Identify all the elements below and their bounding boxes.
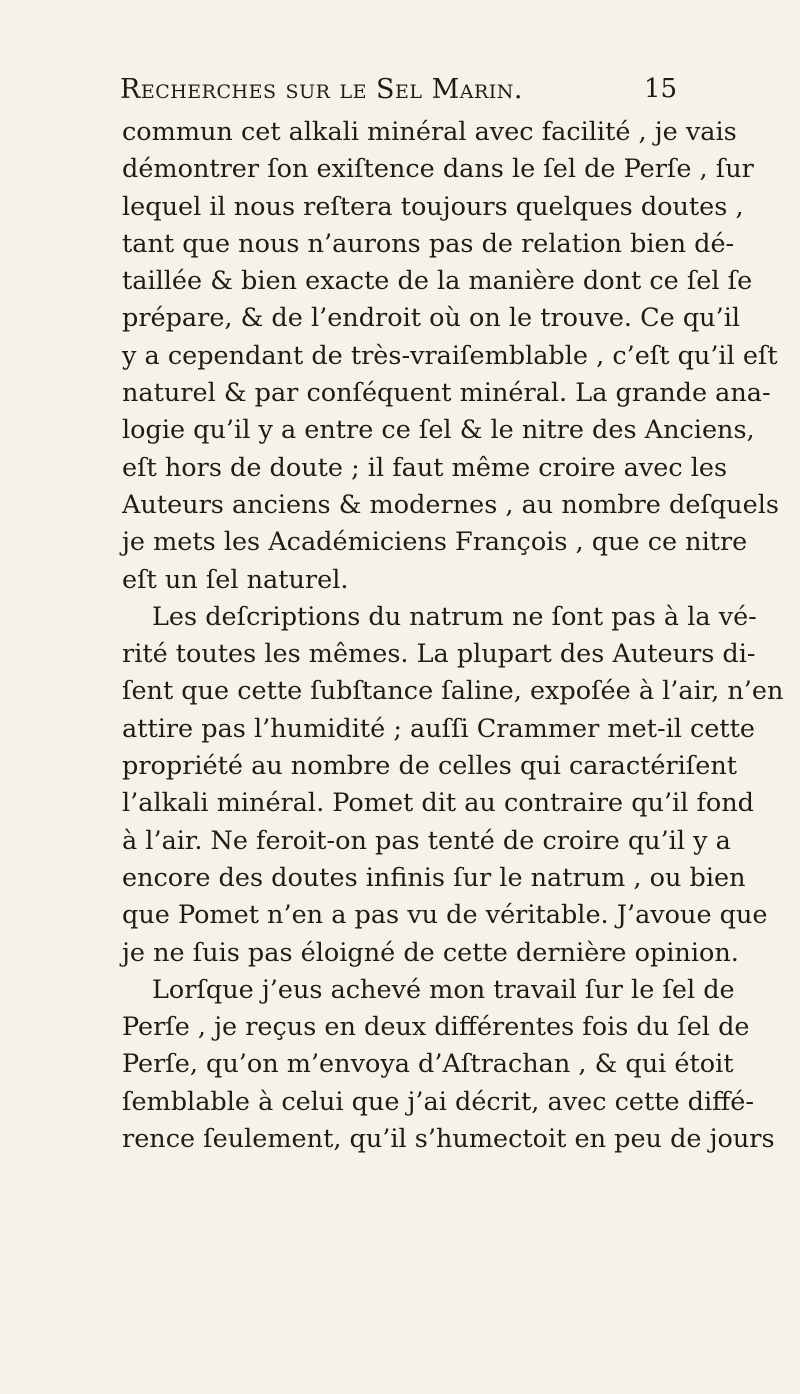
text-line: démontrer ſon exiſtence dans le ſel de Perſe , ſur — [122, 154, 754, 185]
text-line: ſent que cette ſubſtance ſaline, expoſée à l’air, n’en — [122, 676, 784, 707]
text-line: encore des doutes infinis ſur le natrum , ou bien — [122, 862, 746, 893]
text-line: commun cet alkali minéral avec facilité , je vais — [122, 117, 737, 147]
text-line: naturel & par conſéquent minéral. La grande ana- — [122, 378, 771, 409]
text-line: rence ſeulement, qu’il s’humectoit en peu de jours — [122, 1124, 775, 1155]
text-line: logie qu’il y a entre ce ſel & le nitre des Anciens, — [122, 415, 755, 446]
page-number: 15 — [644, 74, 678, 104]
text-line: y a cependant de très-vraiſemblable , c’eſt qu’il eſt — [122, 340, 778, 371]
text-line: je mets les Académiciens François , que ce nitre — [122, 527, 748, 558]
text-line: prépare, & de l’endroit où on le trouve. Ce qu’il — [122, 303, 741, 334]
text-line: je ne ſuis pas éloigné de cette dernière opinion. — [122, 937, 739, 968]
text-line: tant que nous n’aurons pas de relation bien dé- — [122, 228, 735, 259]
text-line: attire pas l’humidité ; auſſi Crammer met-il cette — [122, 713, 755, 744]
text-line: l’alkali minéral. Pomet dit au contraire qu’il fond — [122, 788, 755, 819]
text-line: rité toutes les mêmes. La plupart des Auteurs di- — [122, 639, 756, 670]
text-line: à l’air. Ne feroit-on pas tenté de croire qu’il y a — [122, 825, 731, 856]
text-line: ſemblable à celui que j’ai décrit, avec cette diffé- — [122, 1086, 754, 1117]
text-line: taillée & bien exacte de la manière dont ce ſel ſe — [122, 266, 753, 297]
text-line: que Pomet n’en a pas vu de véritable. J’avoue que — [122, 900, 768, 931]
text-line: Perſe, qu’on m’envoya d’Aſtrachan , & qui étoit — [122, 1049, 734, 1080]
text-line: Perſe , je reçus en deux différentes fois du ſel de — [122, 1012, 750, 1043]
text-line: lequel il nous reſtera toujours quelques doutes , — [122, 191, 744, 222]
text-line: eſt hors de doute ; il faut même croire avec les — [122, 452, 728, 483]
text-line: eſt un ſel naturel. — [122, 564, 349, 595]
text-line: propriété au nombre de celles qui caractériſent — [122, 751, 738, 782]
text-line: Auteurs anciens & modernes , au nombre deſquels — [122, 489, 779, 520]
running-title: Recherches sur le Sel Marin. — [120, 74, 523, 105]
body-text — [122, 114, 784, 1158]
text-line: Les deſcriptions du natrum ne ſont pas à la vé- — [152, 601, 757, 632]
text-line: Lorſque j’eus achevé mon travail ſur le ſel de — [152, 974, 735, 1005]
